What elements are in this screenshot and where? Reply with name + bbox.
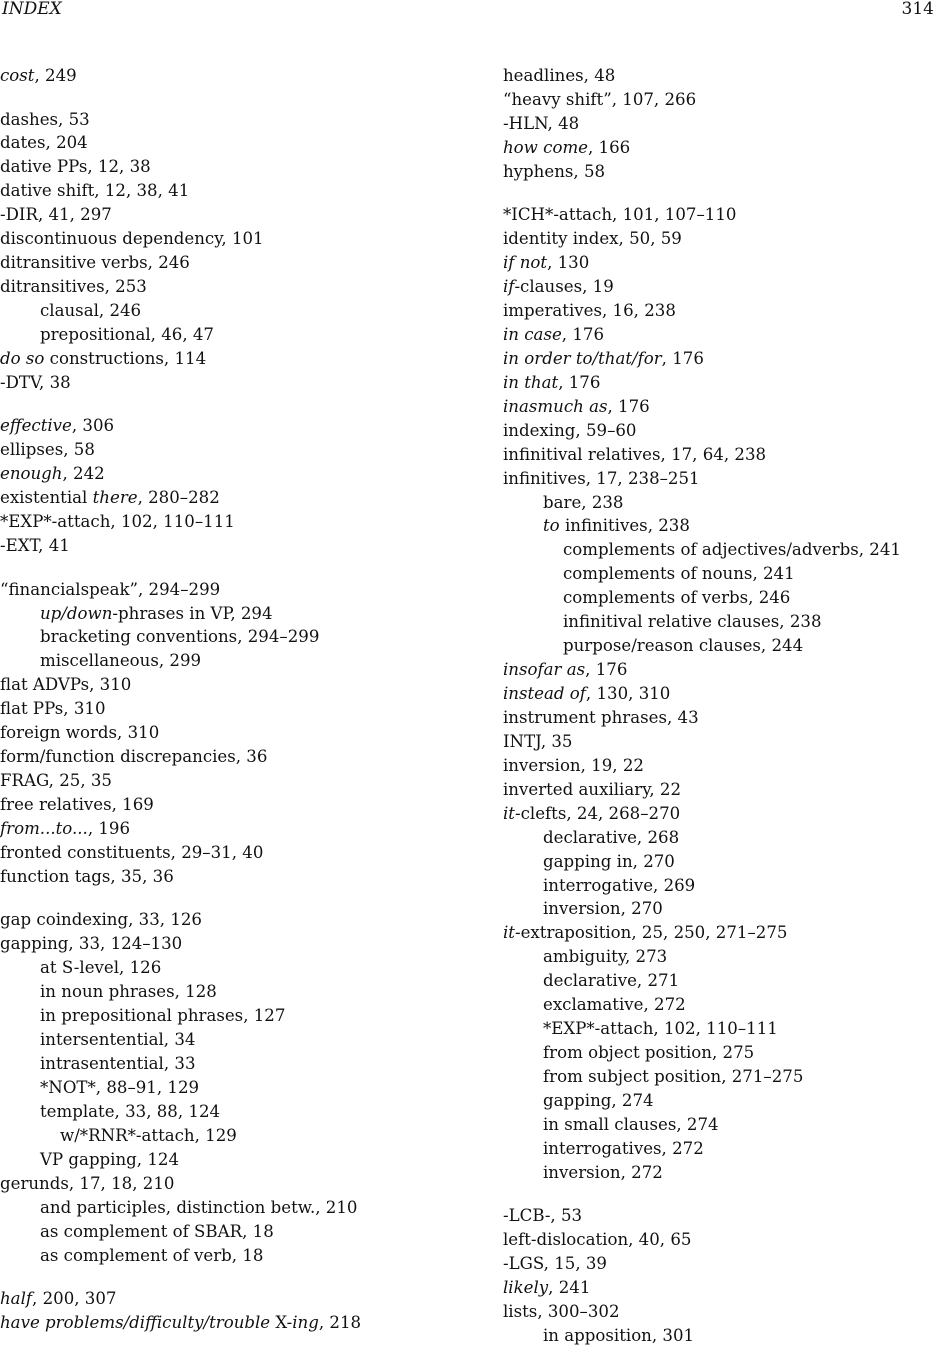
entry-text: exclamative, 272 [543,995,686,1015]
index-entry [503,1204,936,1228]
index-subentry [503,538,936,562]
entry-term-italic: if [503,277,515,297]
entry-text: , 176 [607,396,650,416]
index-entry [0,673,440,697]
index-entry [503,730,936,754]
index-entry [0,793,440,817]
entry-term-italic: inasmuch as [503,396,608,416]
index-entry [0,865,440,889]
index-entry [0,817,440,841]
page-number: 314 [901,0,934,19]
index-entry [0,745,440,769]
entry-term-italic: it [503,923,515,943]
index-entry [503,754,936,778]
entry-text: dative PPs, 12, 38 [0,157,151,177]
entry-text: , 242 [62,464,105,484]
index-entry [0,721,440,745]
index-column-right [503,64,936,1348]
entry-text: infinitives, 238 [559,516,690,536]
entry-term-italic: half [0,1289,33,1309]
index-entry [0,908,440,932]
entry-text: hyphens, 58 [503,161,606,181]
entry-term-italic: if not [503,253,548,273]
index-subentry [503,1089,936,1113]
entry-term-italic: do so [0,348,45,368]
index-subentry [0,1196,440,1220]
index-subentry [503,1065,936,1089]
index-entry [503,371,936,395]
index-subentry [503,586,936,610]
entry-text: infinitival relative clauses, 238 [563,612,822,632]
entry-text: intrasentential, 33 [40,1054,196,1073]
entry-text: , 306 [71,416,115,436]
entry-text: from object position, 275 [543,1043,755,1063]
entry-text: bare, 238 [543,492,624,512]
index-subentry [503,1017,936,1041]
index-entry [0,275,440,299]
entry-text: “heavy shift”, 107, 266 [503,89,697,109]
index-entry [503,112,936,136]
entry-term-italic: how come [503,137,588,157]
entry-text: -HLN, 48 [503,113,580,133]
index-entry [503,778,936,802]
entry-text: flat PPs, 310 [0,699,106,719]
index-entry [0,155,440,179]
entry-text: declarative, 271 [543,971,680,991]
index-entry [0,438,440,462]
entry-text: gapping, 33, 124–130 [0,934,183,954]
entry-text: dashes, 53 [0,109,90,129]
entry-term-italic: have problems/difficulty/trouble [0,1312,271,1332]
entry-text: bracketing conventions, 294–299 [40,627,320,647]
index-subentry [0,1100,440,1124]
entry-term-italic: insofar as [503,660,586,680]
entry-term-italic: in case [503,324,562,344]
entry-text: inversion, 270 [543,899,663,919]
index-entry [503,323,936,347]
letter-group-spacer [0,88,440,108]
entry-term-italic: effective [0,416,72,436]
index-subentry [0,980,440,1004]
index-entry [503,275,936,299]
index-entry [0,347,440,371]
index-entry [503,299,936,323]
entry-text: , 176 [661,348,704,368]
index-entry [503,1252,936,1276]
entry-text: and participles, distinction betw., 210 [40,1197,358,1217]
entry-text: gerunds, 17, 18, 210 [0,1173,175,1193]
entry-text: inversion, 19, 22 [503,755,644,775]
entry-text: discontinuous dependency, 101 [0,229,264,249]
index-entry [0,179,440,203]
index-entry [0,769,440,793]
entry-text: ditransitives, 253 [0,277,147,297]
entry-text: , 176 [585,660,628,680]
index-entry [503,251,936,275]
entry-text: function tags, 35, 36 [0,866,174,886]
index-entry [0,697,440,721]
entry-text: -LGS, 15, 39 [503,1254,607,1274]
entry-text: declarative, 268 [543,827,680,847]
entry-text: interrogative, 269 [543,875,696,895]
entry-term-italic: cost [0,66,35,85]
index-entry [503,203,936,227]
entry-text: , 130 [547,253,590,273]
entry-text: infinitives, 17, 238–251 [503,468,700,488]
index-entry [503,395,936,419]
index-subentry [0,1076,440,1100]
entry-text: in small clauses, 274 [543,1114,719,1134]
entry-text: as complement of verb, 18 [40,1245,264,1265]
index-entry [0,131,440,155]
entry-text: instrument phrases, 43 [503,707,699,727]
index-entry [0,1311,440,1335]
index-entry [0,841,440,865]
index-entry [503,227,936,251]
entry-text: complements of verbs, 246 [563,588,791,608]
index-subentry [503,562,936,586]
entry-text: indexing, 59–60 [503,420,637,440]
index-entry [0,462,440,486]
index-subentry [503,969,936,993]
index-subentry [0,1052,440,1076]
entry-text: gapping in, 270 [543,851,675,871]
entry-text: -DTV, 38 [0,372,71,392]
entry-text: complements of adjectives/adverbs, 241 [563,540,901,560]
index-entry [503,443,936,467]
entry-text: -clauses, 19 [514,277,614,297]
entry-text: -extraposition, 25, 250, 271–275 [514,923,788,943]
index-entry [0,414,440,438]
entry-term-italic: enough [0,464,63,484]
index-subentry [0,1148,440,1172]
entry-text: , 200, 307 [32,1289,117,1309]
letter-group-spacer [0,395,440,415]
index-subentry [0,625,440,649]
index-subentry [503,610,936,634]
entry-text: w/*RNR*-attach, 129 [60,1125,237,1145]
index-entry [0,64,440,88]
entry-term-italic: it [503,803,515,823]
index-subentry [503,850,936,874]
index-entry [503,682,936,706]
entry-text: , 241 [548,1278,591,1298]
index-subentry [503,514,936,538]
index-subentry [0,1004,440,1028]
index-entry [0,510,440,534]
index-subentry [503,993,936,1017]
entry-text: -DIR, 41, 297 [0,205,112,225]
entry-text: existential [0,488,93,508]
entry-text: INTJ, 35 [503,731,573,751]
entry-text: ditransitive verbs, 246 [0,253,190,273]
index-entry [503,160,936,184]
letter-group-spacer [0,1267,440,1287]
entry-text: infinitival relatives, 17, 64, 238 [503,444,767,464]
entry-text: *EXP*-attach, 102, 110–111 [0,512,235,532]
entry-text: -phrases in VP, 294 [112,603,273,623]
index-entry [0,203,440,227]
entry-text: ellipses, 58 [0,440,95,460]
index-subentry [503,874,936,898]
index-entry [0,534,440,558]
index-entry [503,1228,936,1252]
entry-text: left-dislocation, 40, 65 [503,1230,692,1250]
entry-text: complements of nouns, 241 [563,564,795,584]
entry-text: VP gapping, 124 [40,1149,180,1169]
index-subentry [503,634,936,658]
entry-text: inverted auxiliary, 22 [503,779,682,799]
entry-text: *EXP*-attach, 102, 110–111 [543,1019,778,1039]
letter-group-spacer [0,558,440,578]
entry-text: , 130, 310 [585,684,671,704]
entry-text: , 166 [588,137,631,157]
index-entry [503,658,936,682]
entry-text: imperatives, 16, 238 [503,301,676,321]
entry-text: fronted constituents, 29–31, 40 [0,842,264,862]
index-entry [0,108,440,132]
entry-text: ambiguity, 273 [543,947,668,967]
index-subentry [503,491,936,515]
index-entry [0,932,440,956]
entry-text: , 196 [87,818,131,838]
entry-text: lists, 300–302 [503,1302,620,1322]
entry-text: gap coindexing, 33, 126 [0,910,202,930]
entry-text: -EXT, 41 [0,536,70,556]
entry-text: , 280–282 [137,488,220,508]
index-entry [503,419,936,443]
index-entry [0,1172,440,1196]
entry-text: , 218 [318,1312,362,1332]
entry-text: free relatives, 169 [0,795,154,815]
entry-text: “financialspeak”, 294–299 [0,579,221,599]
entry-text: X- [270,1312,293,1332]
entry-text: -LCB-, 53 [503,1206,583,1226]
letter-group-spacer [503,184,936,204]
entry-text: constructions, 114 [44,348,207,368]
index-subentry [503,1324,936,1348]
index-subentry [503,1137,936,1161]
entry-text: *NOT*, 88–91, 129 [40,1077,200,1097]
index-entry [0,251,440,275]
entry-text: dative shift, 12, 38, 41 [0,181,190,201]
entry-text: *ICH*-attach, 101, 107–110 [503,205,737,225]
index-subentry [0,956,440,980]
index-entry [503,921,936,945]
index-entry [503,64,936,88]
index-entry [503,1300,936,1324]
entry-text: inversion, 272 [543,1162,663,1182]
entry-text: , 249 [34,66,77,85]
entry-text: -clefts, 24, 268–270 [514,803,681,823]
entry-text: foreign words, 310 [0,723,160,743]
entry-text: as complement of SBAR, 18 [40,1221,274,1241]
index-subentry [503,897,936,921]
entry-text: in prepositional phrases, 127 [40,1006,286,1026]
index-entry [0,486,440,510]
entry-text: template, 33, 88, 124 [40,1101,221,1121]
index-subentry [0,1220,440,1244]
entry-text: identity index, 50, 59 [503,229,682,249]
entry-text: clausal, 246 [40,301,142,321]
entry-term-italic: up/down [40,603,113,623]
entry-term-italic: likely [503,1278,549,1298]
entry-text: headlines, 48 [503,66,616,85]
index-column-left [0,64,440,1335]
index-entry [0,1287,440,1311]
entry-text: dates, 204 [0,133,88,153]
entry-text: gapping, 274 [543,1090,654,1110]
index-subentry [0,299,440,323]
index-subentry [503,1041,936,1065]
entry-text: miscellaneous, 299 [40,651,202,671]
index-subentry [0,1124,440,1148]
index-subentry [503,1113,936,1137]
entry-text: prepositional, 46, 47 [40,324,214,344]
index-entry [503,1276,936,1300]
index-entry [503,802,936,826]
entry-text: in noun phrases, 128 [40,982,217,1002]
entry-term-italic: in order to/that/for [503,348,662,368]
entry-term-italic: there [92,488,138,508]
index-subentry [0,1028,440,1052]
entry-term-italic: ing [292,1312,319,1332]
index-subentry [0,649,440,673]
entry-text: form/function discrepancies, 36 [0,747,268,767]
index-subentry [0,323,440,347]
entry-text: at S-level, 126 [40,958,162,978]
running-header-section: INDEX [2,0,62,19]
entry-term-italic: in that [503,372,559,392]
entry-text: interrogatives, 272 [543,1138,704,1158]
index-entry [503,347,936,371]
index-subentry [503,826,936,850]
index-entry [503,88,936,112]
index-entry [0,371,440,395]
letter-group-spacer [503,1185,936,1205]
index-entry [503,136,936,160]
entry-text: FRAG, 25, 35 [0,771,112,791]
index-entry [503,467,936,491]
entry-term-italic: from...to... [0,818,88,838]
entry-term-italic: instead of [503,684,586,704]
entry-text: flat ADVPs, 310 [0,675,132,695]
index-subentry [503,945,936,969]
entry-text: , 176 [558,372,601,392]
entry-text: , 176 [561,324,605,344]
letter-group-spacer [0,889,440,909]
index-subentry [503,1161,936,1185]
entry-text: from subject position, 271–275 [543,1067,804,1087]
index-subentry [0,1244,440,1268]
entry-text: purpose/reason clauses, 244 [563,636,804,656]
index-entry [0,227,440,251]
index-subentry [0,602,440,626]
entry-text: intersentential, 34 [40,1030,196,1050]
index-entry [0,578,440,602]
entry-text: in apposition, 301 [543,1326,695,1345]
entry-term-italic: to [543,516,560,536]
index-entry [503,706,936,730]
